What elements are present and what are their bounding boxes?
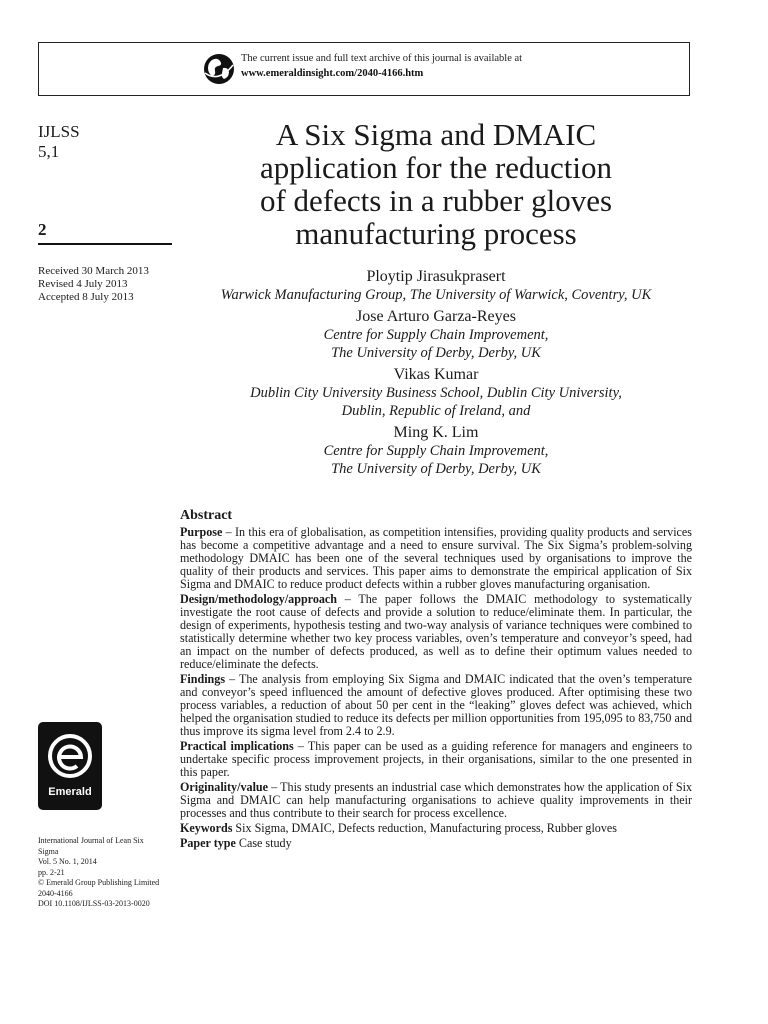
pub-info-line: pp. 2-21 (38, 867, 65, 877)
title-line: A Six Sigma and DMAIC (275, 117, 597, 152)
pub-info-line: DOI 10.1108/IJLSS-03-2013-0020 (38, 899, 150, 908)
logo-label: Emerald (48, 786, 92, 798)
accepted-date: Accepted 8 July 2013 (38, 291, 134, 303)
author-affiliation: Centre for Supply Chain Improvement, (323, 443, 549, 459)
section-text: – This paper can be used as a guiding reference for managers and engineers to undertake specific process improvement projects, in their organisations, similar to the one presented in this paper. (180, 739, 692, 779)
revised-date: Revised 4 July 2013 (38, 278, 128, 290)
paper-title (180, 118, 692, 250)
author-name: Vikas Kumar (393, 366, 479, 383)
publication-info (38, 836, 178, 910)
author-name: Ploytip Jirasukprasert (366, 268, 506, 285)
abstract-purpose (180, 526, 692, 591)
journal-volume: 5,1 (38, 142, 60, 161)
abstract (180, 509, 692, 852)
received-date: Received 30 March 2013 (38, 265, 149, 277)
title-line: manufacturing process (295, 216, 577, 251)
pub-info-line: Sigma (38, 846, 59, 856)
title-line: application for the reduction (259, 150, 613, 185)
title-line: of defects in a rubber gloves (259, 183, 613, 218)
author-affiliation: Centre for Supply Chain Improvement, (323, 327, 549, 343)
pub-info-line: International Journal of Lean Six (38, 836, 144, 845)
section-label: Practical implications (180, 739, 294, 753)
section-label: Paper type (180, 836, 236, 850)
author-affiliation: The University of Derby, Derby, UK (331, 345, 541, 361)
section-text: – In this era of globalisation, as competition intensifies, providing quality products and services has become a competitive advantage and a need to ensure survival. The Six Sigma’s problem-solving methodology DMAIC has been one of the several techniques used by organisations to improve the quality of their products and services. This paper aims to demonstrate the empirical application of Six Sigma and DMAIC to reduce product defects within a rubber gloves manufacturing organisation. (180, 525, 692, 591)
abstract-findings (180, 673, 692, 738)
abstract-heading: Abstract (180, 508, 233, 523)
abstract-design (180, 593, 692, 671)
section-text: – The analysis from employing Six Sigma and DMAIC indicated that the oven’s temperature and conveyor’s speed influenced the amount of defective gloves produced. After optimising these two process variables, a reduction of about 50 per cent in the “leaking” gloves defect was achieved, which helped the organisation studied to reduce its defects per million opportunities from 195,095 to 83,750 and thus improve its sigma level from 2.4 to 2.9. (180, 672, 692, 738)
author-name: Ming K. Lim (393, 424, 479, 441)
section-text: Six Sigma, DMAIC, Defects reduction, Manufacturing process, Rubber gloves (232, 821, 617, 835)
emerald-e-icon (46, 730, 94, 782)
pub-info-line: © Emerald Group Publishing Limited (38, 878, 160, 887)
section-label: Originality/value (180, 780, 269, 794)
archive-url[interactable]: www.emeraldinsight.com/2040-4166.htm (241, 68, 424, 79)
section-label: Keywords (180, 821, 233, 835)
journal-archive-box (38, 42, 690, 96)
section-label: Findings (180, 672, 226, 686)
abstract-originality (180, 781, 692, 820)
abstract-paper-type (180, 837, 692, 850)
archive-notice: The current issue and full text archive of this journal is available at (241, 53, 523, 64)
section-text: – This study presents an industrial case which demonstrates how the application of Six Sigma and DMAIC can help manufacturing organisations to achieve quality improvements in their processes and thus contribute to their search for process excellence. (180, 780, 692, 820)
section-text: Case study (235, 836, 292, 850)
globe-icon (203, 53, 235, 85)
journal-abbrev: IJLSS (38, 122, 80, 141)
author-affiliation: Dublin City University Business School, Dublin City University, (250, 385, 622, 401)
section-text: – The paper follows the DMAIC methodology to systematically investigate the root cause of defects and provide a solution to reduce/eliminate them. In particular, the design of experiments, hypothesis testing and two-way analysis of variance techniques were combined to statistically determine whether two key process variables, oven’s temperature and conveyor’s speed, had an impact on the number of defects produced, as well as to define their optimum values needed to reduce/eliminate the defects. (180, 592, 692, 671)
page-number: 2 (38, 220, 47, 239)
author-name: Jose Arturo Garza-Reyes (356, 308, 516, 325)
journal-code (38, 122, 80, 162)
abstract-keywords (180, 822, 692, 835)
section-label: Design/methodology/approach (180, 592, 338, 606)
author-affiliation: Warwick Manufacturing Group, The University of Warwick, Coventry, UK (220, 287, 652, 303)
pub-info-line: 2040-4166 (38, 888, 73, 898)
author-affiliation: The University of Derby, Derby, UK (331, 461, 541, 477)
margin-divider (38, 243, 172, 245)
abstract-practical (180, 740, 692, 779)
author-list (180, 264, 692, 478)
submission-dates (38, 265, 149, 304)
author-affiliation: Dublin, Republic of Ireland, and (341, 403, 531, 419)
pub-info-line: Vol. 5 No. 1, 2014 (38, 857, 97, 866)
emerald-logo (38, 722, 102, 810)
section-label: Purpose (180, 525, 223, 539)
